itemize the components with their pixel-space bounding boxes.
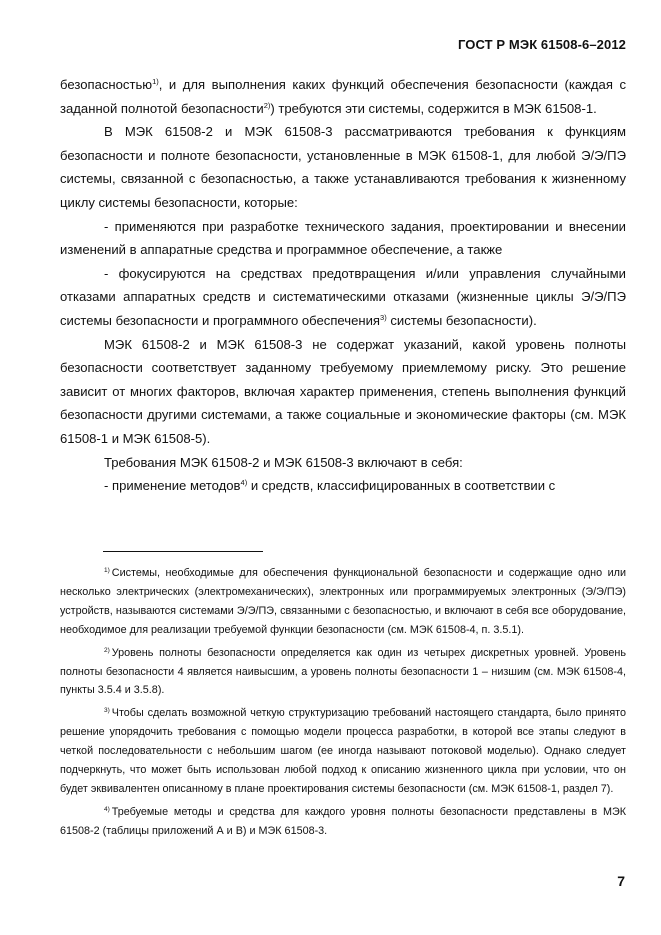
footnote-text: Уровень полноты безопасности определяется как один из четырех дискретных уровней. Уровень полноты безопасности 4 является наивысшим, а уровень полноты безопасности 1 – низшим (см. МЭК 61508-4, пункты 3.5.4 и 3.5.8).	[60, 646, 626, 697]
list-item-methods	[60, 474, 626, 498]
footnote-2	[60, 644, 626, 701]
footnote-text: Системы, необходимые для обеспечения функциональной безопасности и содержащие одно или несколько электрических (электромеханических), электронных или программируемых электронных (Э/Э/ПЭ) устройств, называются системами Э/Э/ПЭ, связанными с безопасностью, и включают в себя все оборудование, необходимое для реализации требуемой функции безопасности (см. МЭК 61508-4, п. 3.5.1).	[60, 567, 626, 636]
footnotes	[60, 564, 626, 841]
paragraph-requirements-include: Требования МЭК 61508-2 и МЭК 61508-3 включают в себя:	[104, 454, 463, 470]
text-run: , и для выполнения каких функций обеспечения безопасности (каждая с заданной полнотой безопасности	[60, 77, 626, 116]
text-run: ) требуются эти системы, содержится в МЭК 61508-1.	[270, 100, 597, 116]
footnote-4	[60, 803, 626, 841]
footnote-text: Чтобы сделать возможной четкую структуризацию требований настоящего стандарта, было принято решение упорядочить требования с помощью модели процесса разработки, в которой все этапы следуют в четкой последовательности с небольшим шагом (ее иногда называют потоковой моделью). Однако следует подчеркнуть, что может быть использован любой подход к описанию жизненного цикла при условии, что он будет эквивалентен описанному в плане проектирования системы безопасности (см. МЭК 61508-1, раздел 7).	[60, 707, 626, 795]
footnote-marker: 3)	[104, 707, 110, 715]
list-item-apply: - применяются при разработке технического задания, проектировании и внесении изменений в аппаратные средства и программное обеспечение, а также	[60, 218, 626, 258]
page-header-standard-code: ГОСТ Р МЭК 61508-6–2012	[458, 37, 626, 52]
footnote-marker: 2)	[104, 646, 110, 654]
text-run: - фокусируются на средствах предотвращения и/или управления случайными отказами аппаратных средств и систематическими отказами (жизненные циклы Э/Э/ПЭ системы безопасности и программного обеспечения	[60, 265, 626, 328]
paragraph-requirements-scope: В МЭК 61508-2 и МЭК 61508-3 рассматриваются требования к функциям безопасности и полноте безопасности, установленные в МЭК 61508-1, для любой Э/Э/ПЭ системы, связанной с безопасностью, а также устанавливаются требования к жизненному циклу системы безопасности, которые:	[60, 124, 626, 210]
text-run: безопасностью	[60, 77, 153, 92]
footnote-3	[60, 704, 626, 799]
list-item-focus	[60, 262, 626, 333]
text-run: - применение методов	[104, 478, 241, 494]
paragraph-no-sil-guidance: МЭК 61508-2 и МЭК 61508-3 не содержат указаний, какой уровень полноты безопасности соответствует заданному требуемому приемлемому риску. Это решение зависит от многих факторов, включая характер применения, степень выполнения функций безопасности другими системами, а также социальные и экономические факторы (см. МЭК 61508-1 и МЭК 61508-5).	[60, 336, 626, 446]
main-text	[60, 73, 626, 498]
footnote-marker: 1)	[104, 567, 110, 574]
footnote-ref-3[interactable]: 3)	[380, 312, 387, 322]
footnote-ref-1[interactable]: 1)	[152, 77, 159, 86]
footnote-ref-2[interactable]: 2)	[263, 100, 271, 110]
page-number: 7	[617, 873, 625, 889]
paragraph-continuation	[60, 73, 626, 120]
footnote-separator	[103, 551, 263, 552]
footnote-ref-4[interactable]: 4)	[240, 478, 248, 488]
footnote-marker: 4)	[104, 805, 110, 813]
text-run: и средств, классифицированных в соответствии с	[247, 478, 556, 494]
text-run: системы безопасности).	[386, 312, 537, 328]
footnote-1	[60, 564, 626, 640]
footnote-text: Требуемые методы и средства для каждого уровня полноты безопасности представлены в МЭК 61508-2 (таблицы приложений А и В) и МЭК 61508-3.	[60, 805, 626, 837]
